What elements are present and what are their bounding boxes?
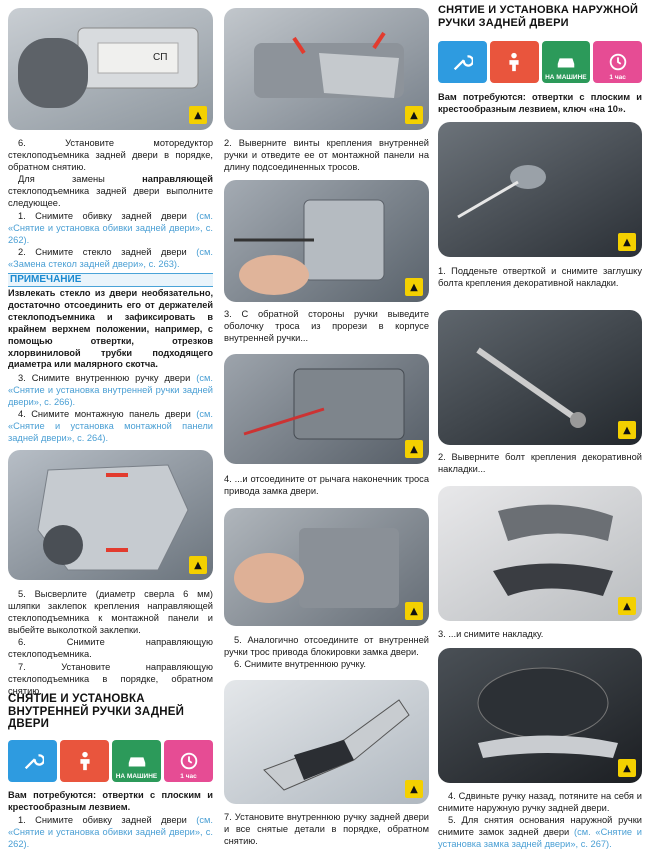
note-title: ПРИМЕЧАНИЕ bbox=[8, 273, 213, 287]
step-text: 2. Выверните болт крепления декоративной накладки... bbox=[438, 452, 642, 475]
car-icon: НА МАШИНЕ bbox=[112, 740, 161, 782]
step-text: 6. Снимите направляющую стеклоподъемника. bbox=[8, 637, 213, 660]
step-text: 2. Выверните винты крепления внутренней ручки и отведите ее от монтажной панели на длину подсоединенных тросов. bbox=[224, 138, 429, 173]
step-text: 7. Установите внутреннюю ручку задней двери и все снятые детали в порядке, обратном снятию. bbox=[224, 812, 429, 847]
car-icon: ▲ bbox=[405, 440, 423, 458]
step-text: 5. Аналогично отсоедините от внутренней ручки трос привода блокировки замка двери. bbox=[224, 635, 429, 658]
requirements-icons bbox=[8, 740, 213, 782]
col1-text-block-2 bbox=[8, 372, 213, 445]
car-icon: ▲ bbox=[618, 233, 636, 251]
step-text: 1. Подденьте отверткой и снимите заглушку болта крепления декоративной накладки. bbox=[438, 266, 642, 289]
panel-illustration bbox=[8, 450, 213, 580]
step-text: 7. Установите направляющую стеклоподъемника в порядке, обратном снятию. bbox=[8, 661, 213, 696]
ref-link[interactable]: (см. «Снятие и установка обивки задней двери», с. 262). bbox=[8, 815, 213, 850]
bolt-illustration bbox=[438, 310, 642, 445]
ref-link[interactable]: (см. «Замена стекол задней двери», с. 263). bbox=[8, 246, 213, 269]
photo-cable-sheath bbox=[224, 180, 429, 302]
car-icon: ▲ bbox=[618, 759, 636, 777]
car-icon: ▲ bbox=[405, 602, 423, 620]
car-icon: НА МАШИНЕ bbox=[542, 41, 591, 83]
person-icon bbox=[60, 740, 109, 782]
photo-cover-removal bbox=[438, 486, 642, 621]
col1-text-block-3 bbox=[8, 588, 213, 697]
photo-bolt-removal bbox=[438, 310, 642, 445]
photo-inner-handle-screws bbox=[224, 8, 429, 130]
motor-illustration bbox=[8, 8, 213, 130]
column-2 bbox=[224, 0, 429, 855]
col1-text-block-1 bbox=[8, 137, 213, 270]
car-icon: ▲ bbox=[618, 597, 636, 615]
photo-inner-handle bbox=[224, 680, 429, 804]
car-icon: ▲ bbox=[405, 106, 423, 124]
step-text: 4. Снимите монтажную панель двери (см. «Снятие и установка монтажной панели задней двери», с. 264). bbox=[8, 409, 213, 444]
ref-link[interactable]: (см. «Снятие и установка внутренней ручки задней двери», с. 266). bbox=[8, 373, 213, 408]
lock-cable-illustration bbox=[224, 508, 429, 626]
ref-link[interactable]: (см. «Снятие и установка монтажной панели задней двери», с. 264). bbox=[8, 409, 213, 444]
inner-handle-illustration bbox=[224, 680, 429, 804]
step-text: 3. ...и снимите накладку. bbox=[438, 629, 544, 639]
car-icon: ▲ bbox=[405, 278, 423, 296]
lever-illustration bbox=[224, 354, 429, 464]
step-text: 4. ...и отсоедините от рычага наконечник троса привода замка двери. bbox=[224, 474, 429, 497]
step-text: 6. Снимите внутреннюю ручку. bbox=[234, 659, 367, 670]
step-text: 5. Для снятия основания наружной ручки снимите замок задней двери (см. «Снятие и установка замка задней двери», с. 267). bbox=[438, 815, 642, 850]
outer-handle-illustration bbox=[438, 648, 642, 783]
wrench-icon bbox=[438, 41, 487, 83]
photo-lock-cable bbox=[224, 508, 429, 626]
column-1 bbox=[8, 0, 213, 855]
photo-window-motor bbox=[8, 8, 213, 130]
car-icon: ▲ bbox=[618, 421, 636, 439]
car-icon: ▲ bbox=[405, 780, 423, 798]
step-text: 2. Снимите стекло задней двери (см. «Замена стекол задней двери», с. 263). bbox=[8, 246, 213, 269]
photo-cable-tip bbox=[224, 354, 429, 464]
svg-text:CП: CП bbox=[153, 52, 168, 63]
tools-needed: Вам потребуются: отвертки с плоским и крестообразным лезвием. bbox=[8, 790, 213, 812]
col3-text-block bbox=[438, 790, 642, 850]
ref-link[interactable]: (см. «Снятие и установка обивки задней двери», с. 262). bbox=[8, 210, 213, 245]
section-title: СНЯТИЕ И УСТАНОВКА НАРУЖНОЙ РУЧКИ ЗАДНЕЙ ДВЕРИ bbox=[438, 4, 639, 29]
car-icon: ▲ bbox=[189, 556, 207, 574]
plug-illustration bbox=[438, 122, 642, 257]
clock-icon: 1 час bbox=[593, 41, 642, 83]
step-text: 6. Установите моторедуктор стеклоподъемника задней двери в порядке, обратном снятию. bbox=[8, 138, 213, 173]
person-icon bbox=[490, 41, 539, 83]
wrench-icon bbox=[8, 740, 57, 782]
step-text: 3. С обратной стороны ручки выведите оболочку троса из прорези в корпусе внутренней ручки... bbox=[224, 309, 429, 344]
tools-needed: Вам потребуются: отвертки с плоским и крестообразным лезвием, ключ «на 10». bbox=[438, 92, 642, 114]
handle-illustration bbox=[224, 8, 429, 130]
ref-link[interactable]: (см. «Снятие и установка замка задней двери», с. 267). bbox=[438, 827, 642, 850]
step-text: 5. Высверлите (диаметр сверла 6 мм) шляпки заклепок крепления направляющей стеклоподъемника к монтажной панели и выбейте выколоткой заклепки. bbox=[8, 589, 213, 636]
step-text: 1. Снимите обивку задней двери (см. «Снятие и установка обивки задней двери», с. 262). bbox=[8, 210, 213, 245]
photo-plug-removal bbox=[438, 122, 642, 257]
photo-mount-panel bbox=[8, 450, 213, 580]
column-3 bbox=[438, 0, 642, 855]
col1-text-block-4 bbox=[8, 814, 213, 850]
step-text: 3. Снимите внутреннюю ручку двери (см. «Снятие и установка внутренней ручки задней двери», с. 266). bbox=[8, 373, 213, 408]
car-icon: ▲ bbox=[189, 106, 207, 124]
step-text: 1. Снимите обивку задней двери (см. «Снятие и установка обивки задней двери», с. 262). bbox=[8, 815, 213, 850]
step-text: 4. Сдвиньте ручку назад, потяните на себя и снимите наружную ручку задней двери. bbox=[438, 791, 642, 814]
clock-icon: 1 час bbox=[164, 740, 213, 782]
guide-intro: Для замены направляющей стеклоподъемника задней двери выполните следующее. bbox=[8, 174, 213, 209]
photo-outer-handle bbox=[438, 648, 642, 783]
cable-illustration bbox=[224, 180, 429, 302]
requirements-icons bbox=[438, 41, 642, 83]
note-text: Извлекать стекло из двери необязательно, достаточно отсоединить его от держателей стеклоподъемника и зафиксировать в крайнем верхнем положении, например, с помощью отвертки, отрезков хлорвиниловой трубки подходящего диаметра или малярного скотча. bbox=[8, 288, 213, 370]
section-title: СНЯТИЕ И УСТАНОВКА ВНУТРЕННЕЙ РУЧКИ ЗАДНЕЙ ДВЕРИ bbox=[8, 693, 185, 730]
col2-text-block bbox=[224, 634, 429, 670]
cover-illustration bbox=[438, 486, 642, 621]
